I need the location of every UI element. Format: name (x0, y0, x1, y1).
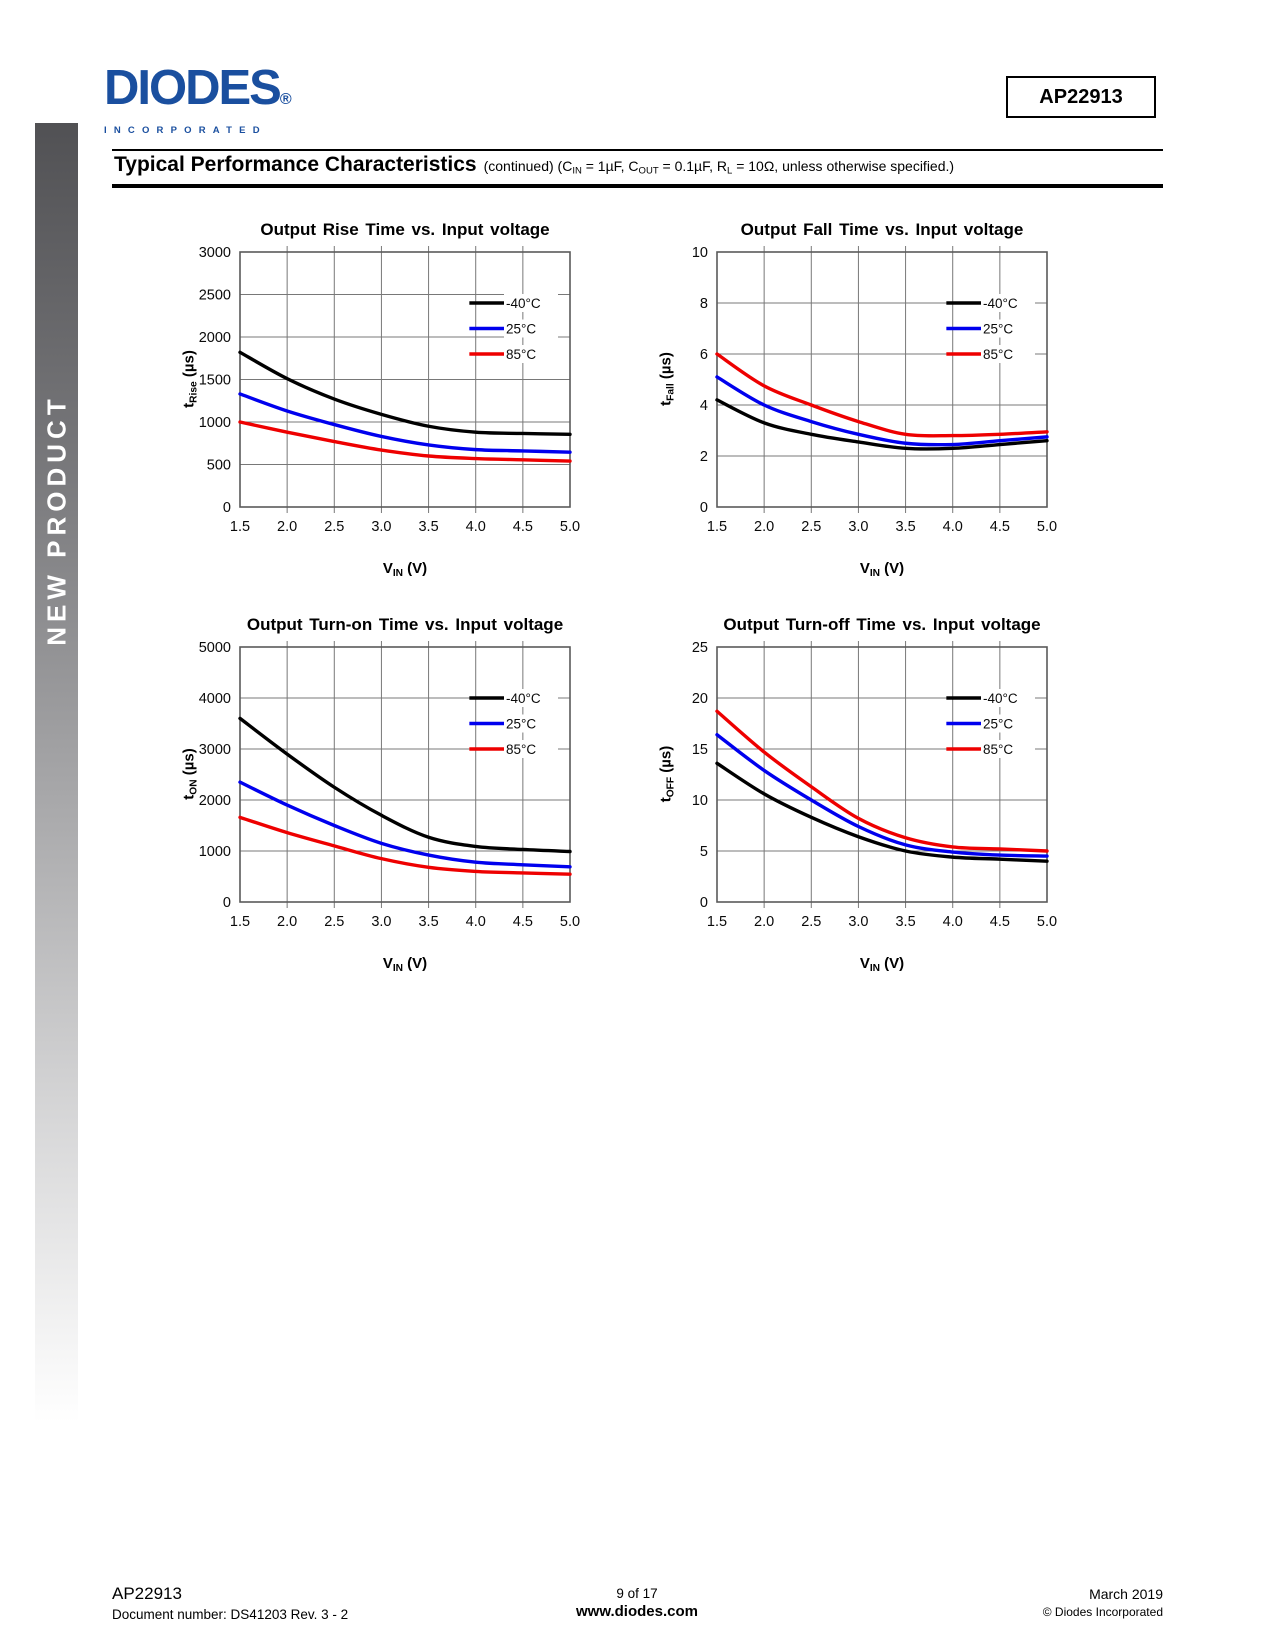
x-tick-label: 4.5 (512, 519, 533, 535)
y-axis-label (181, 748, 200, 799)
xlabel-unit: (V) (403, 955, 428, 972)
y-tick-label: 2 (699, 449, 708, 465)
chart-title: Output Fall Time vs. Input voltage (740, 220, 1024, 239)
x-tick-label: 3.0 (848, 519, 869, 535)
y-tick-label: 3000 (198, 245, 231, 261)
ylabel-symbol: t (657, 400, 675, 406)
ylabel-unit: (µs) (657, 352, 675, 384)
xlabel-subscript: IN (392, 567, 404, 579)
x-axis-label (717, 955, 1047, 974)
ylabel-unit: (µs) (180, 350, 198, 382)
y-tick-label: 10 (691, 793, 708, 809)
x-tick-label: 2.0 (277, 914, 298, 930)
legend-label: -40°C (983, 691, 1018, 706)
new-product-label: NEW PRODUCT (41, 394, 72, 646)
x-tick-label: 4.0 (942, 519, 963, 535)
y-tick-label: 4 (699, 398, 708, 414)
series-line-25°C (240, 782, 570, 867)
plot-border (717, 647, 1047, 902)
legend-label: 25°C (506, 716, 537, 732)
y-tick-label: 1000 (198, 415, 231, 431)
x-tick-label: 3.0 (848, 914, 869, 930)
xlabel-symbol: V (859, 560, 870, 577)
footer-page-number: 9 of 17 (616, 1586, 658, 1601)
y-tick-label: 0 (699, 895, 708, 911)
x-tick-label: 4.0 (465, 914, 486, 930)
plot-border (717, 252, 1047, 507)
series-line-25°C (240, 394, 570, 452)
chart-title: Output Turn-on Time vs. Input voltage (246, 615, 564, 634)
xlabel-symbol: V (382, 955, 393, 972)
x-tick-label: 2.5 (324, 914, 345, 930)
x-tick-label: 2.5 (324, 519, 345, 535)
footer-copyright: © Diodes Incorporated (1042, 1605, 1163, 1619)
x-axis-label (717, 560, 1047, 579)
xlabel-unit: (V) (403, 560, 428, 577)
y-tick-label: 4000 (198, 691, 231, 707)
x-tick-label: 4.0 (942, 914, 963, 930)
y-tick-label: 2500 (198, 287, 231, 304)
ylabel-symbol: t (180, 402, 198, 408)
new-product-sidebar (35, 123, 78, 1463)
diodes-logo (104, 61, 292, 136)
x-tick-label: 1.5 (706, 519, 728, 535)
y-tick-label: 25 (691, 640, 708, 656)
xlabel-subscript: IN (392, 962, 404, 974)
series-line--40°C (717, 763, 1047, 861)
text-segment: = 10Ω, unless otherwise specified.) (732, 158, 955, 174)
footer-right (863, 1586, 1163, 1619)
legend-label: 85°C (983, 347, 1014, 362)
xlabel-subscript: IN (869, 962, 881, 974)
ylabel-subscript: OFF (665, 776, 677, 798)
ylabel-subscript: Rise (188, 381, 200, 403)
chart-output-turn-on-time (176, 615, 606, 995)
x-tick-label: 2.0 (754, 914, 775, 930)
x-tick-label: 2.0 (277, 519, 298, 535)
y-axis-label (658, 352, 677, 406)
xlabel-symbol: V (382, 560, 393, 577)
y-tick-label: 0 (699, 500, 708, 516)
xlabel-symbol: V (859, 955, 870, 972)
x-axis-label (240, 560, 570, 579)
legend-label: -40°C (506, 296, 541, 311)
y-tick-label: 8 (699, 296, 708, 312)
legend-label: 85°C (983, 742, 1014, 757)
chart-title: Output Rise Time vs. Input voltage (260, 220, 550, 239)
chart-output-rise-time (176, 220, 606, 600)
x-tick-label: 4.0 (465, 519, 486, 535)
y-tick-label: 15 (691, 742, 708, 758)
x-tick-label: 3.5 (418, 914, 439, 930)
ylabel-symbol: t (657, 797, 675, 803)
subscript-text: OUT (638, 165, 659, 177)
ylabel-symbol: t (180, 794, 198, 800)
y-tick-label: 5000 (198, 640, 231, 656)
ylabel-unit: (µs) (657, 745, 675, 777)
y-tick-label: 1000 (198, 844, 231, 860)
xlabel-unit: (V) (880, 560, 905, 577)
logo-text: DIODES (104, 61, 280, 115)
diodes-logo-wordmark (104, 61, 292, 124)
x-tick-label: 3.5 (895, 914, 916, 930)
title-rule-top (112, 149, 1163, 151)
x-tick-label: 3.5 (895, 519, 916, 535)
y-axis-label (658, 746, 677, 803)
legend-label: 25°C (983, 321, 1014, 337)
legend-label: -40°C (983, 296, 1018, 311)
legend-label: 25°C (983, 716, 1014, 732)
part-number-badge: AP22913 (1006, 76, 1156, 118)
y-tick-label: 10 (691, 245, 708, 261)
x-axis-label (240, 955, 570, 974)
x-tick-label: 2.5 (801, 519, 822, 535)
legend-label: 85°C (506, 742, 537, 757)
y-axis-label (181, 350, 200, 408)
section-title-conditions (483, 158, 955, 177)
y-tick-label: 0 (222, 895, 231, 911)
series-line--40°C (240, 718, 570, 851)
logo-incorporated-text: INCORPORATED (104, 125, 267, 136)
plot-area (653, 641, 1073, 941)
xlabel-subscript: IN (869, 567, 881, 579)
x-tick-label: 5.0 (1036, 519, 1058, 535)
y-tick-label: 500 (206, 457, 231, 474)
footer-left (112, 1584, 348, 1622)
x-tick-label: 3.0 (371, 519, 392, 535)
text-segment: (continued) (C (483, 158, 573, 174)
x-tick-label: 1.5 (229, 914, 251, 930)
subscript-text: L (727, 165, 733, 177)
x-tick-label: 5.0 (559, 914, 581, 930)
x-tick-label: 1.5 (706, 914, 728, 930)
chart-output-fall-time (653, 220, 1083, 600)
x-tick-label: 4.5 (989, 519, 1010, 535)
y-tick-label: 0 (222, 500, 231, 516)
ylabel-subscript: Fall (665, 383, 677, 401)
x-tick-label: 3.0 (371, 914, 392, 930)
y-tick-label: 20 (691, 691, 708, 707)
y-tick-label: 3000 (198, 742, 231, 758)
chart-title: Output Turn-off Time vs. Input voltage (723, 615, 1041, 634)
legend-label: 25°C (506, 321, 537, 337)
y-tick-label: 2000 (198, 330, 231, 346)
plot-area (653, 246, 1073, 546)
footer-center (487, 1586, 787, 1620)
ylabel-subscript: ON (188, 779, 200, 795)
text-segment: = 0.1µF, R (658, 158, 728, 174)
title-rule-bottom (112, 184, 1163, 188)
chart-output-turn-off-time (653, 615, 1083, 995)
x-tick-label: 4.5 (512, 914, 533, 930)
y-tick-label: 1500 (198, 372, 231, 389)
footer-website-link[interactable]: www.diodes.com (576, 1603, 698, 1620)
footer-part-number: AP22913 (112, 1584, 182, 1603)
x-tick-label: 3.5 (418, 519, 439, 535)
x-tick-label: 2.5 (801, 914, 822, 930)
subscript-text: IN (572, 165, 582, 177)
footer-date: March 2019 (1089, 1586, 1163, 1602)
plot-area (176, 641, 596, 941)
ylabel-unit: (µs) (180, 748, 198, 780)
x-tick-label: 4.5 (989, 914, 1010, 930)
xlabel-unit: (V) (880, 955, 905, 972)
x-tick-label: 2.0 (754, 519, 775, 535)
legend-label: 85°C (506, 347, 537, 362)
x-tick-label: 5.0 (1036, 914, 1058, 930)
section-title-text: Typical Performance Characteristics (114, 153, 477, 176)
plot-area (176, 246, 596, 546)
registered-mark: ® (279, 91, 292, 108)
x-tick-label: 5.0 (559, 519, 581, 535)
x-tick-label: 1.5 (229, 519, 251, 535)
y-tick-label: 5 (699, 844, 708, 860)
footer-document-number: Document number: DS41203 Rev. 3 - 2 (112, 1607, 349, 1622)
y-tick-label: 6 (699, 347, 708, 363)
legend-label: -40°C (506, 691, 541, 706)
text-segment: = 1µF, C (581, 158, 639, 174)
y-tick-label: 2000 (198, 793, 231, 809)
section-title (114, 153, 1164, 177)
